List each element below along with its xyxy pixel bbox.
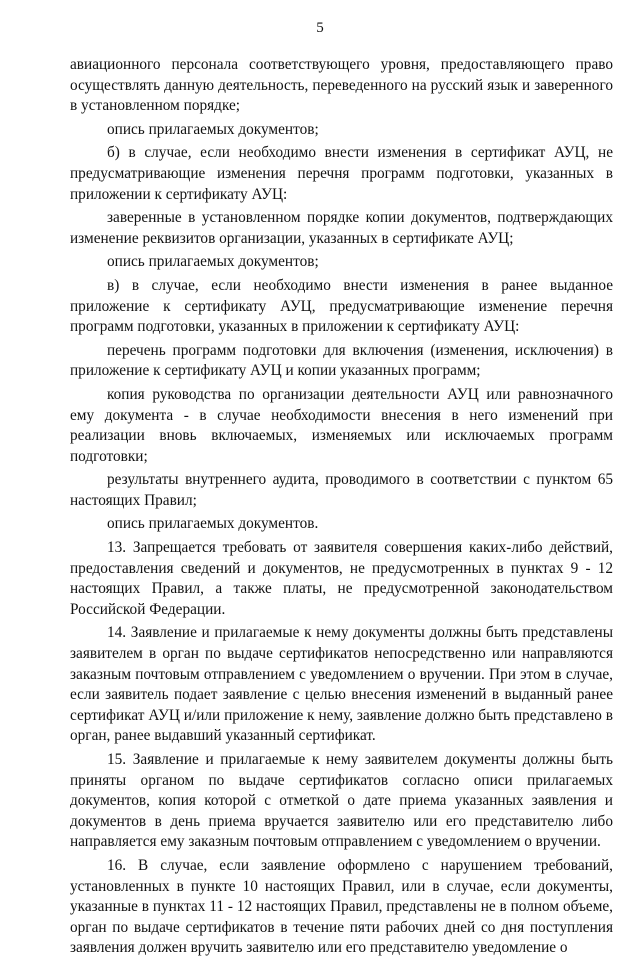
- document-body: [70, 55, 613, 959]
- paragraph: копия руководства по организации деятельности АУЦ или равнозначного ему документа - в случае необходимости внесения в него изменений при реализации вновь включаемых, изменяемых или исключаемых программ подготовки;: [70, 385, 613, 465]
- paragraph-item-b: б) в случае, если необходимо внести изменения в сертификат АУЦ, не предусматривающие изменения перечня программ подготовки, указанных в приложении к сертификату АУЦ:: [70, 144, 613, 203]
- paragraph: опись прилагаемых документов;: [107, 253, 319, 271]
- paragraph-continuation: авиационного персонала соответствующего уровня, предоставляющего право осуществлять данную деятельность, переведенного на русский язык и заверенного в установленном порядке;: [70, 56, 613, 115]
- paragraph: опись прилагаемых документов;: [107, 120, 319, 138]
- page-number: 5: [316, 20, 324, 36]
- paragraph-item-v: в) в случае, если необходимо внести изменения в ранее выданное приложение к сертификату АУЦ, предусматривающие изменение перечня программ подготовки, указанных в приложении к сертификату АУЦ:: [70, 276, 613, 336]
- paragraph: перечень программ подготовки для включения (изменения, исключения) в приложение к сертификату АУЦ и копии указанных программ;: [70, 341, 613, 380]
- paragraph: заверенные в установленном порядке копии документов, подтверждающих изменение реквизитов организации, указанных в сертификате АУЦ;: [70, 209, 613, 247]
- paragraph: опись прилагаемых документов.: [107, 515, 319, 533]
- paragraph-clause-14: 14. Заявление и прилагаемые к нему документы должны быть представлены заявителем в орган по выдаче сертификатов непосредственно или направляются заказным почтовым отправлением с уведомлением о вручении. При этом в случае, если заявитель подает заявление с целью внесения изменений в выданный ранее сертификат АУЦ и/или приложение к нему, заявление должно быть представлено в орган, ранее выдавший указанный сертификат.: [70, 624, 613, 745]
- paragraph-clause-15: 15. Заявление и прилагаемые к нему заявителем документы должны быть приняты органом по выдаче сертификатов согласно описи прилагаемых документов, копия которой с отметкой о дате приема указанных заявления и документов в день приема вручается заявителю или его представителю либо направляется ему заказным почтовым отправлением с уведомлением о вручении.: [70, 751, 613, 851]
- paragraph-clause-13: 13. Запрещается требовать от заявителя совершения каких-либо действий, предоставления сведений и документов, не предусмотренных в пунктах 9 - 12 настоящих Правил, а также платы, не предусмотренной законодательством Российской Федерации.: [70, 539, 613, 618]
- paragraph-clause-16: 16. В случае, если заявление оформлено с нарушением требований, установленных в пункте 10 настоящих Правил, или в случае, если документы, указанные в пунктах 11 - 12 настоящих Правил, представлены не в полном объеме, орган по выдаче сертификатов в течение пяти рабочих дней со дня поступления заявления должен вручить заявителю или его представителю уведомление о: [70, 856, 613, 957]
- paragraph: результаты внутреннего аудита, проводимого в соответствии с пунктом 65 настоящих Правил;: [70, 471, 613, 509]
